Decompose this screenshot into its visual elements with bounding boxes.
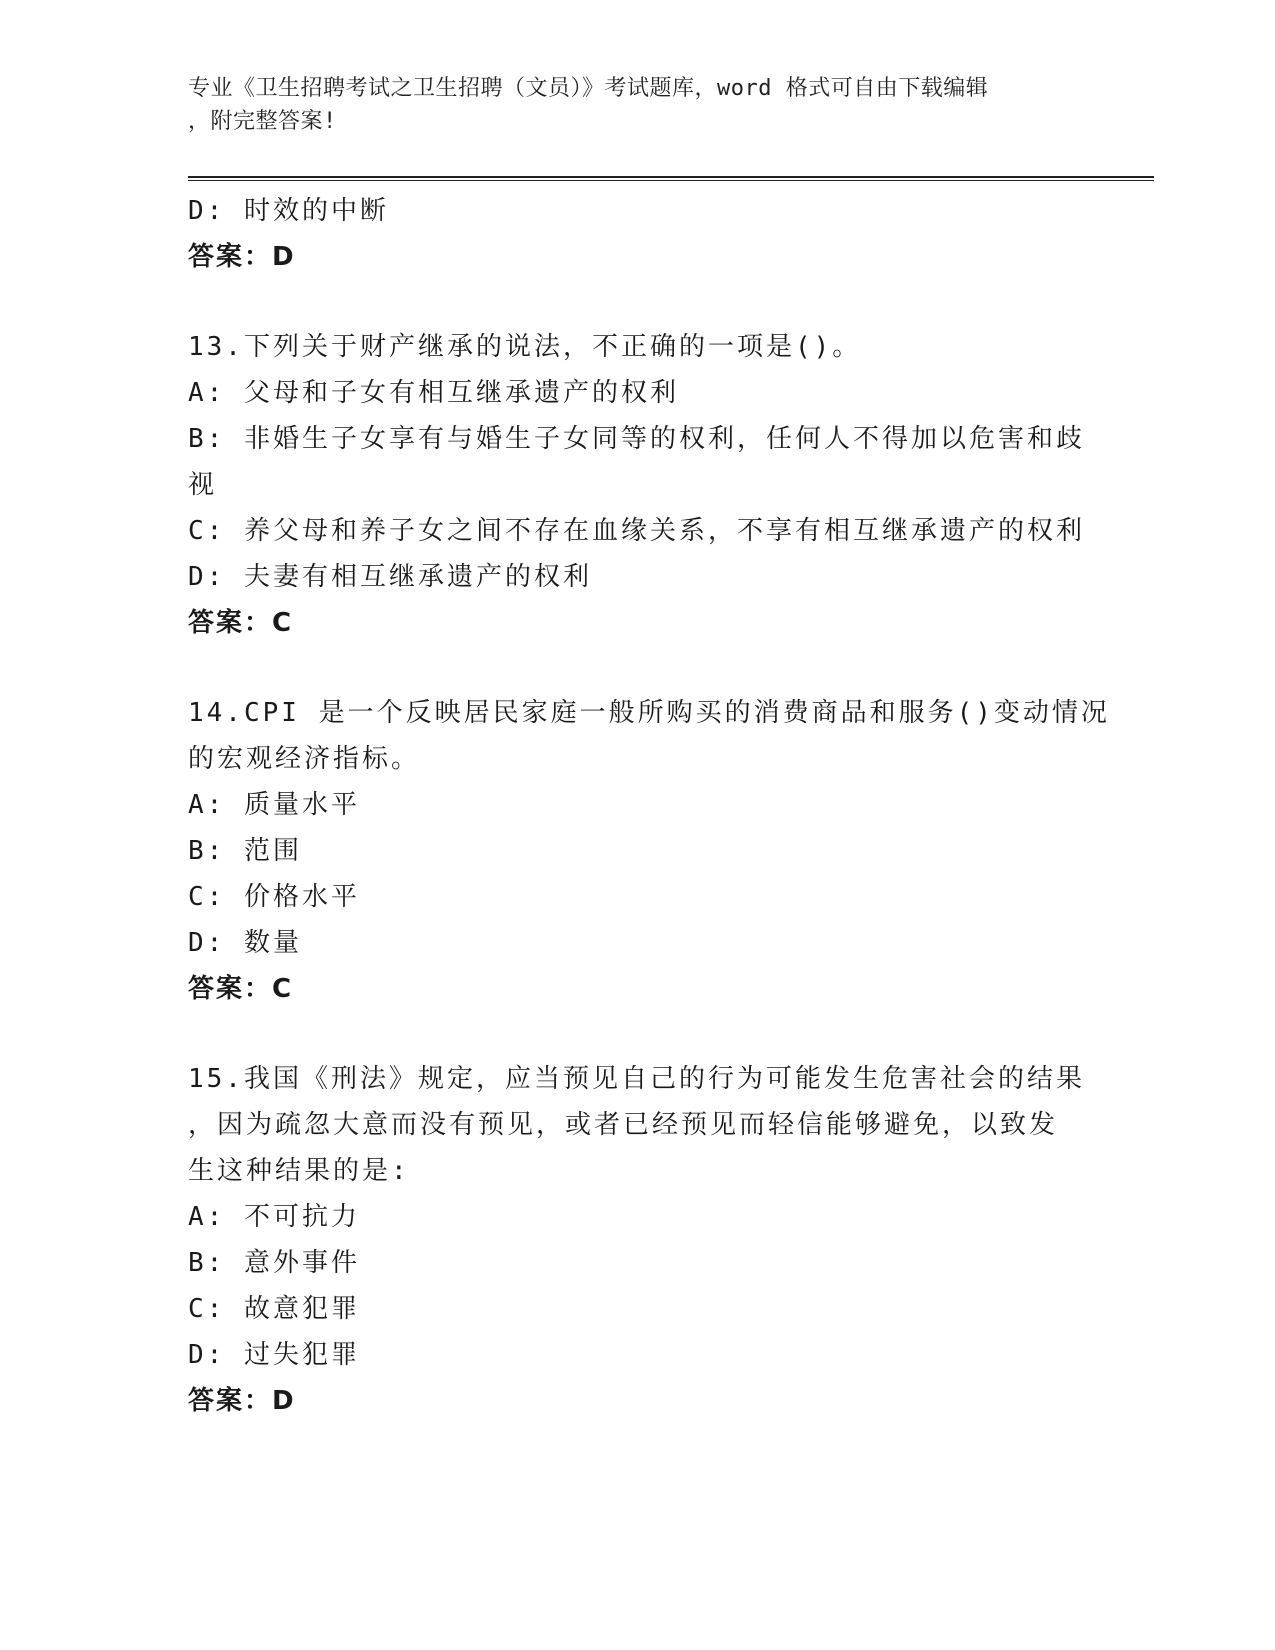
previous-question-tail xyxy=(188,188,1088,280)
question-stem-line-1: 15.我国《刑法》规定，应当预见自己的行为可能发生危害社会的结果 xyxy=(188,1064,1085,1094)
option-b-line-1: B: 非婚生子女享有与婚生子女同等的权利，任何人不得加以危害和歧 xyxy=(188,424,1085,454)
option-d: D: 数量 xyxy=(188,928,302,958)
option-b: B: 意外事件 xyxy=(188,1248,360,1278)
answer-line: 答案：D xyxy=(188,242,296,272)
spacer xyxy=(188,280,1088,324)
option-c: C: 故意犯罪 xyxy=(188,1294,360,1324)
question-stem-line-1: 14.CPI 是一个反映居民家庭一般所购买的消费商品和服务()变动情况 xyxy=(188,698,1110,728)
option-b-line-2: 视 xyxy=(188,470,218,500)
option-b: B: 范围 xyxy=(188,836,302,866)
header-line-2: ，附完整答案! xyxy=(188,109,337,134)
header-line-1: 专业《卫生招聘考试之卫生招聘（文员）》考试题库，word 格式可自由下载编辑 xyxy=(188,76,989,101)
option-d: D: 时效的中断 xyxy=(188,196,389,226)
question-stem-line-2: 的宏观经济指标。 xyxy=(188,744,421,774)
spacer xyxy=(188,646,1088,690)
option-c: C: 养父母和养子女之间不存在血缘关系，不享有相互继承遗产的权利 xyxy=(188,516,1085,546)
option-a: A: 质量水平 xyxy=(188,790,360,820)
question-content xyxy=(188,188,1110,1424)
option-c: C: 价格水平 xyxy=(188,882,360,912)
question-14 xyxy=(188,690,1110,1012)
spacer xyxy=(188,1012,1088,1056)
question-stem-line-3: 生这种结果的是: xyxy=(188,1156,410,1186)
page-header xyxy=(188,72,1088,138)
option-a: A: 不可抗力 xyxy=(188,1202,360,1232)
option-b xyxy=(188,416,1088,508)
answer-line: 答案：C xyxy=(188,608,294,638)
question-13 xyxy=(188,324,1088,646)
answer-line: 答案：D xyxy=(188,1386,296,1416)
option-d: D: 夫妻有相互继承遗产的权利 xyxy=(188,562,592,592)
question-stem-line-2: ，因为疏忽大意而没有预见，或者已经预见而轻信能够避免，以致发 xyxy=(188,1110,1059,1140)
question-15 xyxy=(188,1056,1088,1424)
answer-line: 答案：C xyxy=(188,974,294,1004)
option-d: D: 过失犯罪 xyxy=(188,1340,360,1370)
question-stem: 13.下列关于财产继承的说法，不正确的一项是()。 xyxy=(188,332,862,362)
header-divider xyxy=(188,176,1154,181)
option-a: A: 父母和子女有相互继承遗产的权利 xyxy=(188,378,679,408)
